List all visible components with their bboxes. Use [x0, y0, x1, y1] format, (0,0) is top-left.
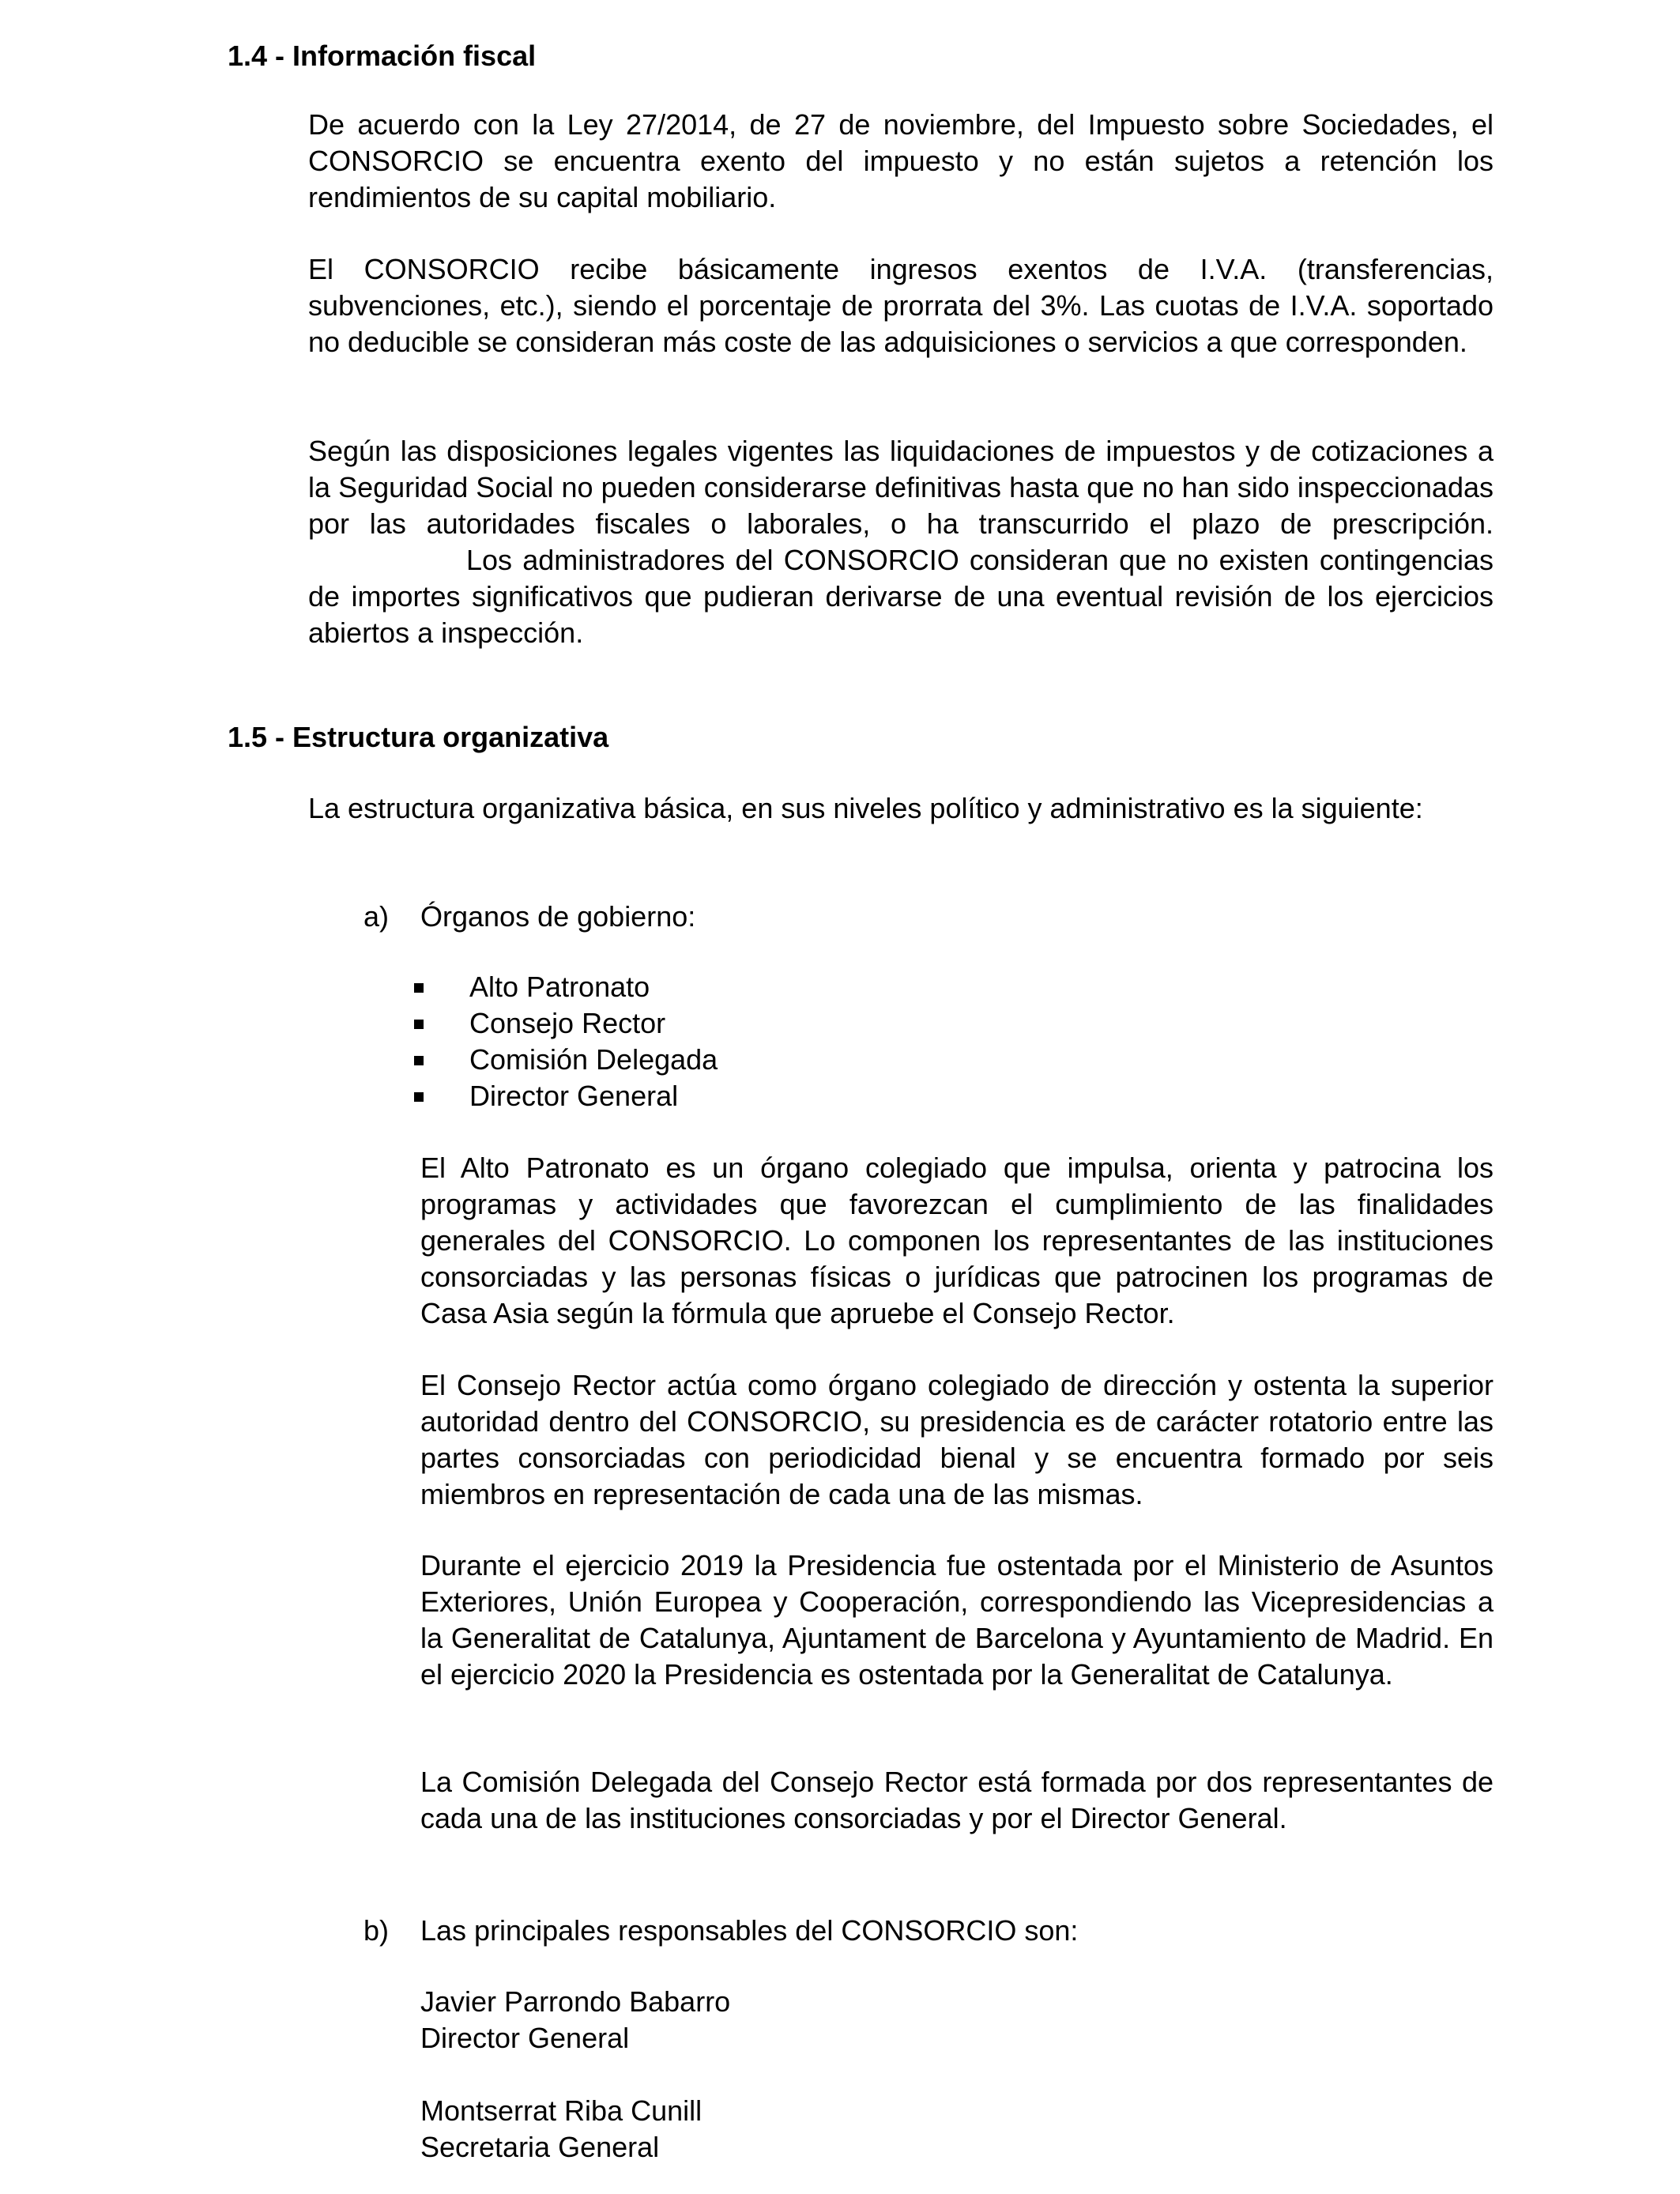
section-heading-1-4: 1.4 - Información fiscal — [228, 40, 537, 72]
fiscal-paragraph-2: El CONSORCIO recibe básicamente ingresos exentos de I.V.A. (transferencias, subvenciones, etc.), siendo el porcentaje de prorrata del 3%. Las cuotas de I.V.A. soportado no deducible se consideran más coste de las adquisiciones o servicios a que corresponden. — [308, 253, 1494, 358]
section-heading-1-5: 1.5 - Estructura organizativa — [228, 721, 609, 753]
structure-intro-paragraph: La estructura organizativa básica, en sus niveles político y administrativo es la siguiente: — [308, 792, 1423, 824]
bullet-square-icon — [414, 983, 424, 993]
bullet-square-icon — [414, 1020, 424, 1029]
fiscal-paragraph-3-part-1: Según las disposiciones legales vigentes las liquidaciones de impuestos y de cotizaciones a la Seguridad Social no pueden considerarse definitivas hasta que no han sido inspeccionadas por las autoridades fiscales o laborales, o ha transcurrido el plazo de prescripción. — [308, 435, 1494, 540]
list-marker-b: b) — [363, 1914, 390, 1947]
governing-bodies-title: Órganos de gobierno: — [420, 900, 696, 933]
person-role: Secretaria General — [420, 2131, 660, 2163]
fiscal-paragraph-1: De acuerdo con la Ley 27/2014, de 27 de noviembre, del Impuesto sobre Sociedades, el CONSORCIO se encuentra exento del impuesto y no están sujetos a retención los rendimientos de su capital mobiliario. — [308, 108, 1494, 213]
bullet-item-director-general: Director General — [469, 1080, 679, 1112]
responsables-title: Las principales responsables del CONSORCIO son: — [420, 1914, 1079, 1947]
list-marker-a: a) — [363, 900, 390, 933]
person-name: Javier Parrondo Babarro — [420, 1985, 731, 2018]
bullet-square-icon — [414, 1056, 424, 1065]
fiscal-paragraph-3-part-2: Los administradores del CONSORCIO consideran que no existen contingencias de importes significativos que pudieran derivarse de una eventual revisión de los ejercicios abiertos a inspección. — [308, 544, 1494, 649]
bullet-item-alto-patronato: Alto Patronato — [469, 971, 650, 1003]
consejo-rector-paragraph: El Consejo Rector actúa como órgano colegiado de dirección y ostenta la superior autoridad dentro del CONSORCIO, su presidencia es de carácter rotatorio entre las partes consorciadas con periodicidad bienal y se encuentra formado por seis miembros en representación de cada una de las mismas. — [420, 1369, 1494, 1510]
bullet-square-icon — [414, 1092, 424, 1102]
person-name: Montserrat Riba Cunill — [420, 2094, 703, 2127]
presidencia-paragraph: Durante el ejercicio 2019 la Presidencia fue ostentada por el Ministerio de Asuntos Exteriores, Unión Europea y Cooperación, correspondiendo las Vicepresidencias a la Generalitat de Catalunya, Ajuntament de Barcelona y Ayuntamiento de Madrid. En el ejercicio 2020 la Presidencia es ostentada por la Generalitat de Catalunya. — [420, 1549, 1494, 1691]
person-role: Director General — [420, 2022, 630, 2054]
bullet-item-comision-delegada: Comisión Delegada — [469, 1043, 718, 1076]
bullet-item-consejo-rector: Consejo Rector — [469, 1007, 666, 1039]
fiscal-paragraph-3 — [308, 433, 1494, 651]
alto-patronato-paragraph: El Alto Patronato es un órgano colegiado que impulsa, orienta y patrocina los programas y actividades que favorezcan el cumplimiento de las finalidades generales del CONSORCIO. Lo componen los representantes de las instituciones consorciadas y las personas físicas o jurídicas que patrocinen los programas de Casa Asia según la fórmula que apruebe el Consejo Rector. — [420, 1152, 1494, 1329]
comision-delegada-paragraph: La Comisión Delegada del Consejo Rector está formada por dos representantes de cada una de las instituciones consorciadas y por el Director General. — [420, 1766, 1494, 1834]
